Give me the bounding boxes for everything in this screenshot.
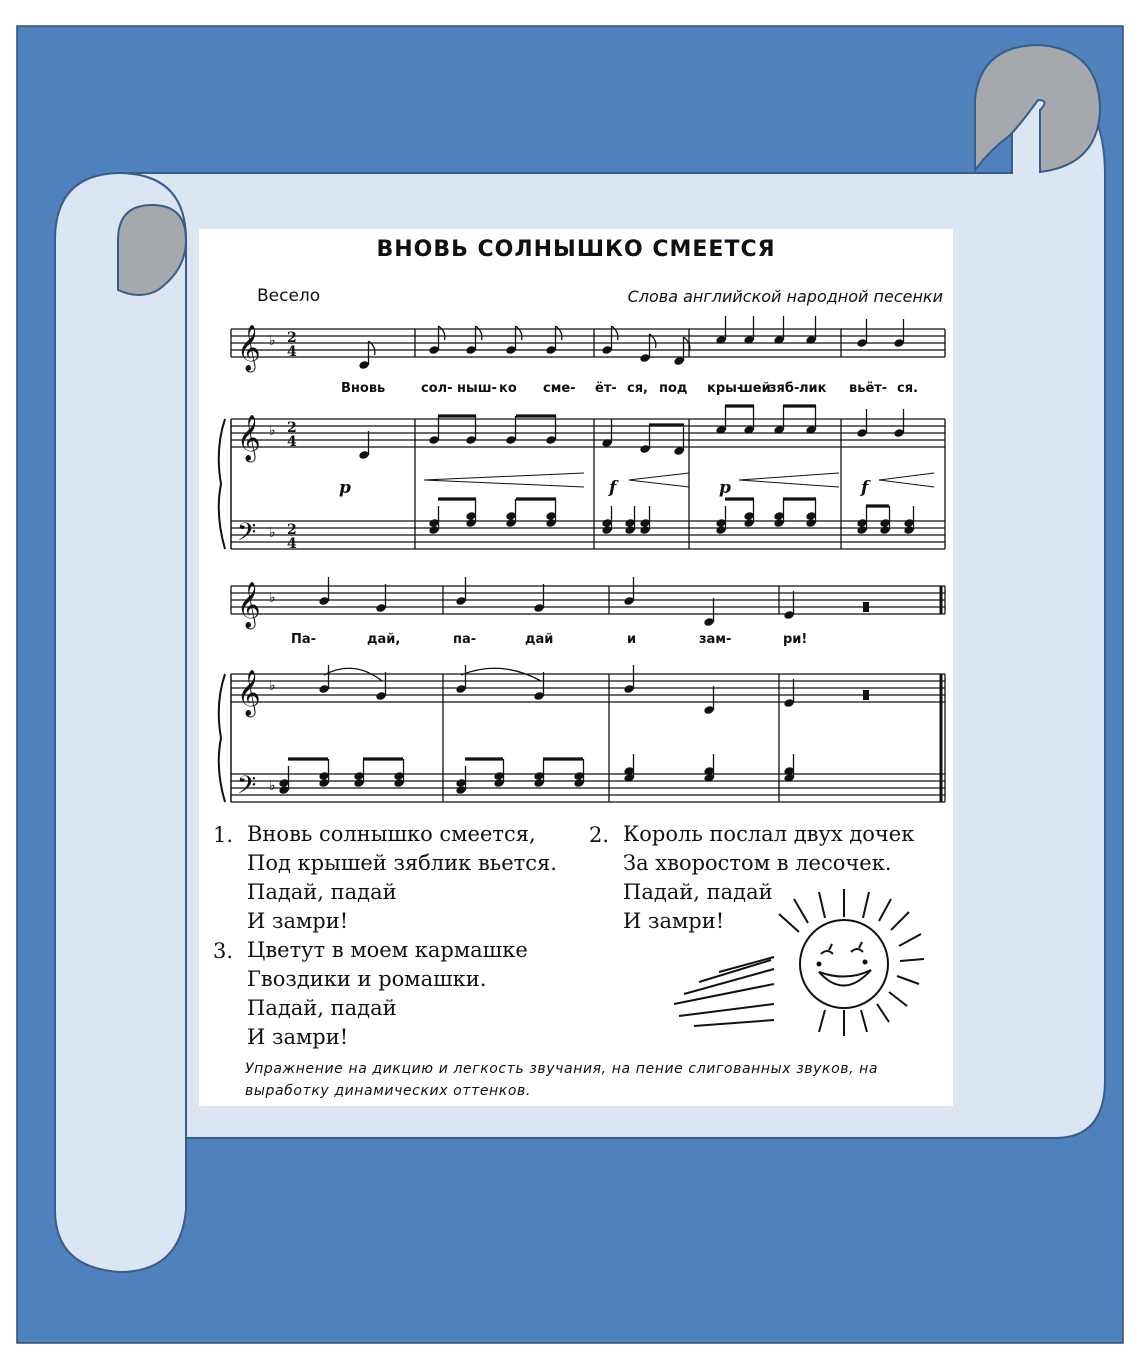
lyric-syllable: сол-: [421, 381, 453, 396]
sun-illustration: [669, 884, 949, 1054]
dynamic-marking: f: [609, 478, 617, 498]
key-flat: ♭: [269, 590, 276, 606]
lyric-syllable: лик: [799, 381, 827, 396]
lyric-syllable: ся.: [897, 381, 918, 396]
verse-2-number: 2.: [589, 823, 610, 847]
key-flat: ♭: [269, 525, 276, 541]
slur: [324, 668, 382, 681]
verse-line: И замри!: [623, 909, 725, 933]
verse-line: Цветут в моем кармашке: [247, 938, 528, 962]
lyric-syllable: дай: [525, 632, 554, 647]
lyric-syllable: Па-: [291, 632, 317, 647]
decrescendo-hairpin: [629, 473, 689, 487]
verse-1-number: 1.: [213, 823, 234, 847]
crescendo-hairpin: [739, 473, 839, 487]
rest: [863, 602, 869, 612]
dynamic-marking: p: [719, 478, 731, 498]
brace: [219, 674, 225, 802]
verse-line: За хворостом в лесочек.: [623, 851, 892, 875]
dynamic-marking: p: [339, 478, 351, 498]
treble-clef: 𝄞: [237, 670, 261, 716]
verse-line: Король послал двух дочек: [623, 822, 915, 846]
lyric-syllable: Вновь: [341, 381, 386, 396]
key-flat: ♭: [269, 778, 276, 794]
lyrics-credit: Слова английской народной песенки: [627, 287, 943, 306]
verse-line: Под крышей зяблик вьется.: [247, 851, 557, 875]
lyric-syllable: ко: [499, 381, 517, 396]
treble-clef: 𝄞: [237, 415, 261, 461]
note-flag: [556, 326, 562, 340]
key-flat: ♭: [269, 333, 276, 349]
verse-line: Падай, падай: [247, 996, 397, 1020]
treble-clef: 𝄞: [237, 325, 261, 371]
lyric-syllable: и: [627, 632, 637, 647]
lyric-syllable: вьёт-: [849, 381, 888, 396]
dynamic-marking: f: [861, 478, 869, 498]
time-signature-top: 2: [287, 330, 297, 346]
lyric-syllable: ри!: [783, 632, 808, 647]
lyric-syllable: сме-: [543, 381, 576, 396]
lyric-syllable: зам-: [699, 632, 732, 647]
time-signature-bottom: 4: [287, 536, 297, 552]
bass-clef: 𝄢: [237, 518, 257, 553]
slur: [461, 668, 541, 681]
time-signature-bottom: 4: [287, 344, 297, 360]
key-flat: ♭: [269, 423, 276, 439]
time-signature-top: 2: [287, 420, 297, 436]
verse-line: И замри!: [247, 909, 349, 933]
note-flag: [476, 326, 482, 340]
music-notation: [199, 229, 953, 829]
tempo-marking: Весело: [257, 286, 321, 306]
decrescendo-hairpin: [879, 473, 934, 487]
lyric-syllable: дай,: [367, 632, 401, 647]
lyric-syllable: ся,: [627, 381, 648, 396]
note-flag: [612, 326, 618, 340]
score-sheet: [199, 229, 953, 1106]
bass-clef: 𝄢: [237, 771, 257, 806]
verse-line: Падай, падай: [623, 880, 773, 904]
lyric-syllable: зяб-: [769, 381, 800, 396]
key-flat: ♭: [269, 678, 276, 694]
rest: [863, 690, 869, 700]
verse-3-number: 3.: [213, 939, 234, 963]
song-title: ВНОВЬ СОЛНЫШКО СМЕЕТСЯ: [376, 237, 776, 262]
time-signature-bottom: 4: [287, 434, 297, 450]
exercise-footnote: Упражнение на дикцию и легкость звучания, на пение слигованных звуков, на выработку динамических оттенков.: [245, 1061, 879, 1099]
lyric-syllable: шей: [739, 381, 771, 396]
decrescendo-hairpin: [424, 473, 584, 487]
treble-clef: 𝄞: [237, 582, 261, 628]
lyric-syllable: ныш-: [457, 381, 497, 396]
verse-line: Гвоздики и ромашки.: [247, 967, 487, 991]
verse-line: Вновь солнышко смеется,: [247, 822, 536, 846]
lyric-syllable: кры-: [707, 381, 743, 396]
note-flag: [516, 326, 522, 340]
verse-line: Падай, падай: [247, 880, 397, 904]
lyric-syllable: под: [659, 381, 688, 396]
note-flag: [439, 326, 445, 340]
lyric-syllable: па-: [453, 632, 477, 647]
verse-1: [247, 820, 557, 936]
brace: [219, 419, 225, 549]
verse-line: И замри!: [247, 1025, 349, 1049]
lyric-syllable: ёт-: [595, 381, 617, 396]
time-signature-top: 2: [287, 522, 297, 538]
verse-3: [247, 936, 528, 1052]
